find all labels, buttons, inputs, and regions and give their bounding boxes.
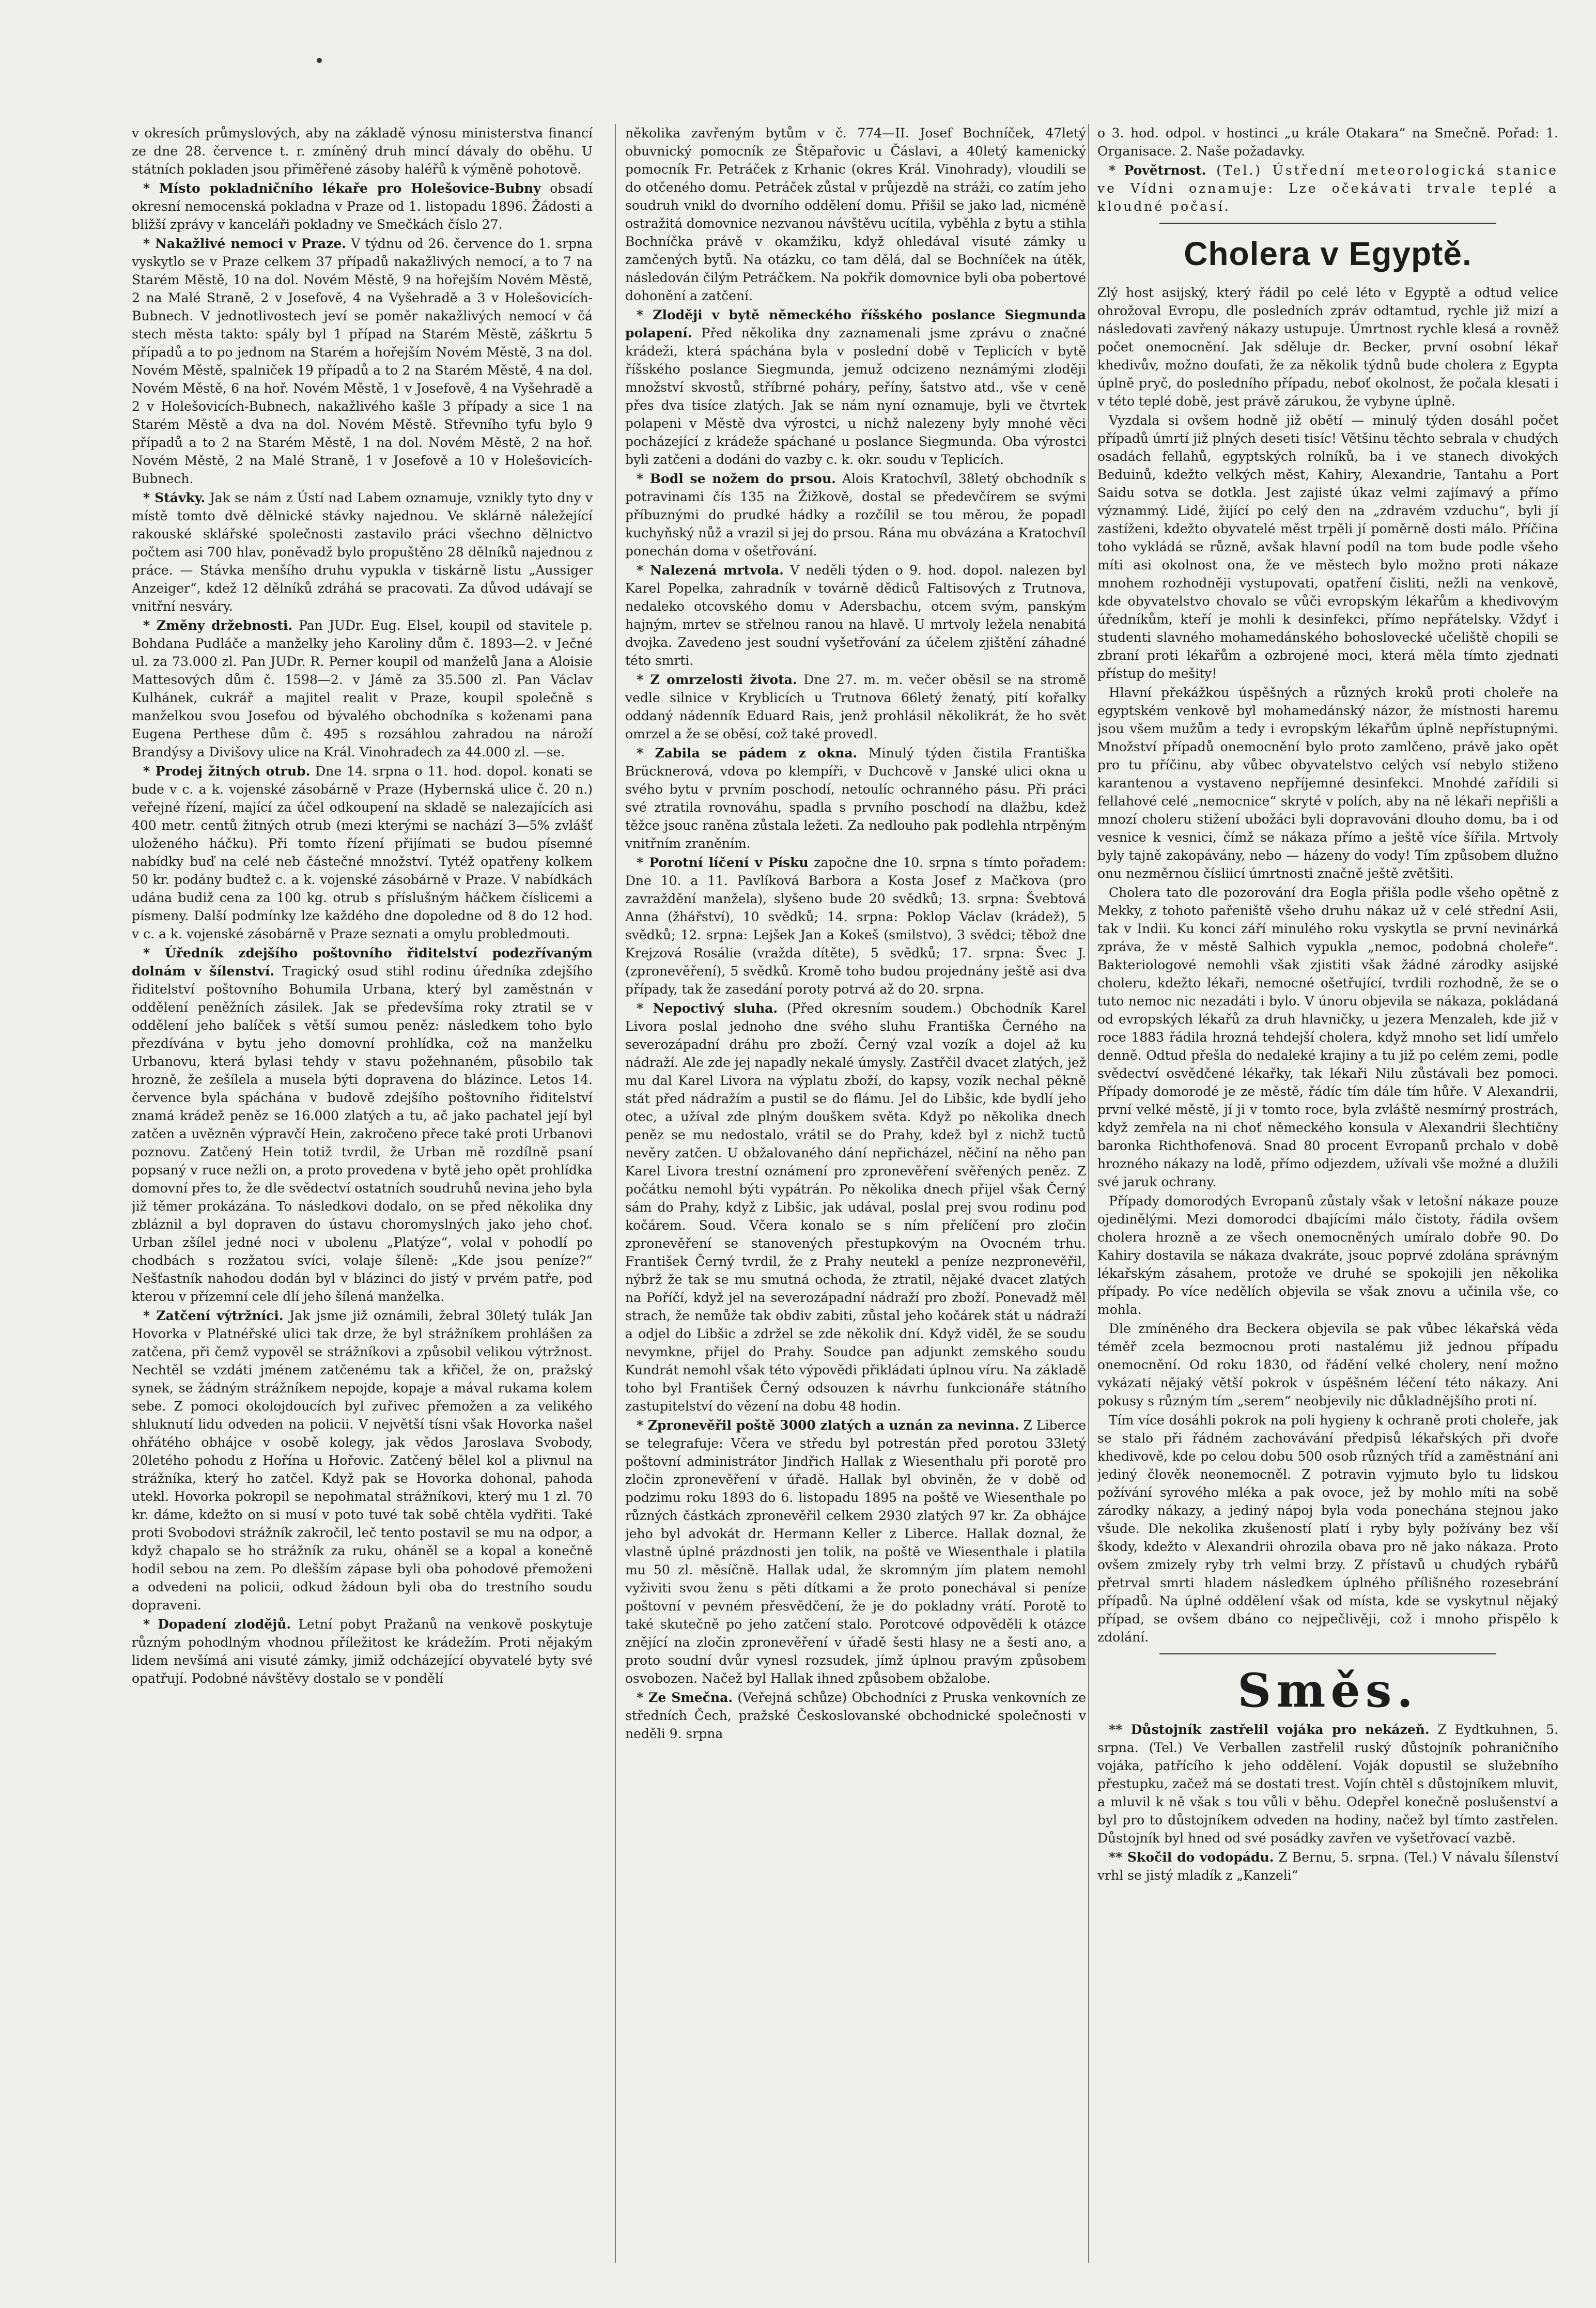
column-divider [615, 124, 616, 2263]
news-item: * Změny držebnosti. Pan JUDr. Eug. Elsel, koupil od stavitele p. Bohdana Pudláče a manželky jeho Karoliny dům č. 1893—2. v Ječné ul. za 73.000 zl. Pan JUDr. R. Perner koupil od manželů Jana a Aloisie Mattesových dům č. 1598—2. v Jámě za 35.500 zl. Pan Václav Kulhánek, cukrář a majitel realit v Praze, koupil společně s manželkou svou Josefou od bývalého obchodníka s koženami pana Eugena Perthese dům č. 495 s rozsáhlou zahradou na nároží Brandýsy a Divišovy ulice na Král. Vinohradech za 44.000 zl. —se. [132, 618, 593, 760]
news-item: * Dopadení zlodějů. Letní pobyt Pražanů na venkově poskytuje různým pohodlným vhodnou příležitost ke krádežím. Proti nějakým lidem nevšímá ani visuté zámky, jimiž odcházející obyvatelé byty své opatřují. Podobné návštěvy dostalo se v pondělí [132, 1617, 593, 1686]
news-item: * Nepoctivý sluha. (Před okresním soudem.) Obchodník Karel Livora poslal jednoho dne svého sluhu Františka Černého na severozápadní dráhu pro zboží. Černý vzal vozík a dojel až ku nádraží. Ale zde jej napadly nekalé úmysly. Zastřčil dvacet zlatých, jež mu dal Karel Livora na výplatu zboží, do kapsy, vozík nechal pěkně stát před nádražím a pustil se do flámu. Jel do Libšic, kde bydlí jeho otec, a užíval zde plným douškem světa. Když po několika dnech peněz se mu nedostalo, vrátil se do Prahy, kdež byl z nichž tuctů nevěry zatčen. U obžalovaného dání nepřicházel, něčiní na něho pan Karel Livora trestní oznámení pro zpronevěření svěřených peněz. Z počátku nemohl býti vypátrán. Po několika dnech přijel však Černý sám do Prahy, když z Libšic, jak udával, poslal prej svou rodinu pod kočárem. Soud. Včera konalo se s ním přelíčení pro zločin zpronevěření se stanovených přestupkovým na Ovocném trhu. František Černý tvrdil, že z Prahy neutekl a peníze nezpronevěřil, nýbrž že tak se mu smutná ochoda, že ztratil, nějaké dvacet zlatých na Poříčí, když jel na severozápadní nádraží pro zboží. Ponevadž měl strach, že nemůže tak obdiv zabiti, zůstal jeho kočárek stát u nádraží a odjel do Libšic a zdržel se zde několik dní. Když viděl, že se soudu nevymkne, přijel do Prahy. Soudce pan adjunkt zemského soudu Kundrát nemohl však této výpovědi přikládati úplnou víru. Na základě toho byl František Černý odsouzen k návrhu funkcionáře státního zastupitelství do vězení na dobu 48 hodin. [625, 1001, 1086, 1414]
article-paragraph: Zlý host asijský, který řádil po celé léto v Egyptě a odtud velice ohrožoval Evropu, dle posledních zpráv odtamtud, rychle již mizí a následovati zavřený nákazy ustupuje. Úmrtnost rychle klesá a rovněž počet onemocnění. Jak sděluje dr. Becker, první osobní lékař khedivův, možno doufati, že za několik týdnů bude cholera z Egypta úplně pryč, do posledního případu, neboť okolnost, že počala klesati i v této teplé době, jest právě zárukou, že vybyne úplně. [1097, 285, 1558, 409]
news-item: * Zloději v bytě německého říšského poslance Siegmunda polapení. Před několika dny zaznamenali jsme zprávu o značné krádeži, která spáchána byla v poslední době v Teplicích v bytě říšského poslance Siegmunda, jemuž odcizeno neznámými zloději množství skvostů, stříbrné poháry, peříny, šatstvo atd., vše v ceně přes dva tisíce zlatých. Jak se nám nyní oznamuje, byli ve čtvrtek polapeni v Městě dva výrostci, u nichž nalezeny byly mnohé věci pocházející z krádeže spáchané u poslance Siegmunda. Oba výrostci byli zatčeni a dodáni do vazby c. k. okr. soudu v Teplicích. [625, 307, 1086, 467]
news-item: * Bodl se nožem do prsou. Alois Kratochvíl, 38letý obchodník s potravinami čís 135 na Žižkově, dostal se předevčírem se svými příbuznými do prudké hádky a rozčílil se tou měrou, že popadl kuchyňský nůž a vrazil si jej do prsou. Rána mu obvázána a Kratochvíl ponechán doma v ošetřování. [625, 471, 1086, 559]
news-item: v okresích průmyslových, aby na základě výnosu ministerstva financí ze dne 28. července t. r. zmíněný druh mincí dávaly do oběhu. U státních pokladen jsou přiměřené zásoby haléřů k výměně pohotově. [132, 126, 593, 177]
section-heading: Směs. [1237, 1663, 1418, 1718]
news-item: o 3. hod. odpol. v hostinci „u krále Otakara“ na Smečně. Pořad: 1. Organisace. 2. Naše požadavky. [1097, 126, 1558, 159]
section-divider [1159, 223, 1496, 224]
article-paragraph: Vyzdala si ovšem hodně již obětí — minulý týden dosáhl počet případů úmrtí již plných deseti tisíc! Většinu těchto sebrala v chudých osadách fellahů, egyptských rolníků, ba i ve stanech divokých Beduinů, kdežto velkých měst, Kahiry, Alexandrie, Tantahu a Port Saidu sotva se dotkla. Jest zajisté úkaz velmi zajímavý a přímo význammý. Lidé, žijící po celý den na „zdravém vzduchu“, byli jí zastíženi, kdežto obyvatelé měst trpěli jí poměrně dosti málo. Příčina toho vykládá se různě, avšak hlavní podíl na tom bude podle všeho míti asi okolnost ona, že ve městech bylo možno proti nákaze mnohem rozhodněji vystupovati, opatření čisliti, nežli na venkově, kde obyvatelstvo chovalo se vůči evropským lékařům a khedivovým úředníkům, kteří je mohli k desinfekci, přímo nepřátelsky. Vždyť i studenti slavného mohamedánského bohoslovecké učeliště chopili se zbraní proti lékařům a ozbrojené moci, která měla tímto zjednati přístup do mešity! [1097, 413, 1558, 681]
article-paragraph: Cholera tato dle pozorování dra Eogla přišla podle všeho opětně z Mekky, z tohoto pařeniště všeho druhu nákaz už v celé střední Asii, tak v Indii. Ku konci září minulého roku vyskytla se první nevinárká zpráva, že v městě Salhich vypukla „nemoc, podobná choleře“. Bakteriologové nemohli však zjistiti však žádné zárodky asijské choleru, kdežto lékaři, nemocné ošetřující, tvrdili rozhodně, že se o tuto nemoc nic nezadáti i bylo. V únoru objevila se nákaza, pokládaná od evropských lékařů za druh hlavničky, u jezera Menzaleh, kde již v roce 1883 řádila hrozná tehdejší cholera, když mnoho set lidí umřelo denně. Odtud přešla do nedaleké krajiny a tu již po celém zemi, podle svědectví osvědčené lékařky, tak lékaři Nilu zůstávali bez pomoci. Případy domorodé je ze městě, řádíc tím dále tím hůře. V Alexandrii, první velké městě, jí ji v tomto roce, byla zvláště nesmírný prostrách, když zemřela na ni choť německého konsula v Alexandrii šlechtičny baronka Richthofenová. Snad 80 procent Evropanů prchalo v době hrozného nákazy na lodě, přímo odjezdem, užívali vše možné a dlužili své jaruk ochrany. [1097, 885, 1558, 1189]
column-2 [625, 124, 1086, 2263]
scan-speck [317, 58, 322, 63]
column-3 [1097, 124, 1558, 2263]
article-paragraph: Hlavní překážkou úspěšných a různých kroků proti choleře na egyptském venkově byl mohamedánský názor, že místnosti haremu jsou všem mužům a tedy i evropským lékařům úplně nepřístupnými. Množství případů onemocnění bylo proto zamlčeno, právě jako opět pro tu příčinu, aby vůbec obyvatelstvo celých vsí nebylo stiženo karantenou a vystaveno nepříjemné desinfekci. Mnohdé zařídili si fellahové celé „nemocnice“ skryté v polích, aby na ně lékaři nepřišli a mnozí choleru stižení ubožáci byli dopravováni dlouho domu, ba i od vesnice k vesnici, čímž se nákaza přímo a ještě více šířila. Mrtvoly byly tajně zakopávány, nebo — házeny do vody! Tím způsobem dlužno onu nezměrnou čísliicí úmrtnosti značně ještě zvětšiti. [1097, 685, 1558, 881]
news-item: ** Skočil do vodopádu. Z Bernu, 5. srpna. (Tel.) V návalu šílenství vrhl se jistý mladík z „Kanzeli“ [1097, 1850, 1558, 1883]
column-divider [1088, 124, 1089, 2263]
article-paragraph: Případy domorodých Evropanů zůstaly však v letošní nákaze pouze ojedinělými. Mezi domorodci dbajícími málo čistoty, řádila ovšem cholera hrozně a ze všech onemocněných umíralo dobře 90. Do Kahiry dostavila se nákaza dvakráte, jsouc poprvé zdolána správným lékařským zásahem, protože ve druhé se spokojili jen několika případy. Po více nedělích objevila se však znovu a učinila vše, co mohla. [1097, 1194, 1558, 1317]
section-divider [1159, 1653, 1496, 1654]
news-item: * Úředník zdejšího poštovního řiditelství podezřívaným dolnám v šílenství. Tragický osud stihl rodinu úředníka zdejšího řiditelství poštovního Bohumila Urbana, který byl zaměstnán v oddělení peněžních zásilek. Jak se předevšíma roky ztratil se v oddělení jeho balíček s větší sumou peněz: následkem toho bylo přezdívána v bytu jeho domovní prohlídka, což na manželku Urbanovu, která bylasi tehdy v stavu požehnaném, působilo tak hrozně, že zešílela a musela býti dopravena do blázince. Letos 14. července byla spáchána v budově zdejšího poštovního řiditelství znamá krádež peněz se 16.000 zlatých a tu, ač jako pachatel její byl zatčen a uvězněn výpravčí Hein, zakročeno přece také proti Urbanovi poznovu. Zatčený Hein totiž tvrdil, že Urban mě rozdílně psaní popsaný v ruce nežli on, a proto provedena v bytě jeho opět prohlídka domovní přes to, že dle svědectví ostatních soudruhů nevina jeho byla již těmer prokázána. To následkovi dodalo, on se před několika dny zbláznil a byl dopraven do ústavu choromyslných jako jeho choť. Urban zšílel jedné noci v ubolenu „Platýze“, volal v pohodlí po chodbách s rozžatou svíci, volaje šíleně: „Kde jsou peníze?“ Nešťastník nahodou dodán byl v blázinci do jistý v prvém patře, pod kterou v přízemní cele dlí jeho šílená manželka. [132, 946, 593, 1304]
column-1 [132, 124, 593, 2263]
news-item: * Místo pokladničního lékaře pro Holešovice-Bubny obsadí okresní nemocenská pokladna v Praze od 1. listopadu 1896. Žádosti a bližší zprávy v kanceláři pokladny ve Smečkách číslo 27. [132, 181, 593, 232]
news-item: * Nalezená mrtvola. V neděli týden o 9. hod. dopol. nalezen byl Karel Popelka, zahradník v továrně dědiců Faltisových z Trutnova, nedaleko otcovského domu v Adersbachu, otcem svým, panským hajným, mrtev se střelnou ranou na hlavě. U mrtvoly ležela nenabitá dvojka. Zavedeno jest soudní vyšetřování za účelem zjištění záhadné této smrti. [625, 563, 1086, 668]
news-item: ** Důstojník zastřelil vojáka pro nekázeň. Z Eydtkuhnen, 5. srpna. (Tel.) Ve Verballen zastřelil ruský důstojník pohraničního vojáka, patřícího k jeho oddělení. Voják dopustil se služebního přestupku, začež má se dostati trest. Vojín chtěl s důstojníkem mluvit, a mluvil k ně však s tou vůli v běhu. Odepřel konečně poslušenství a byl pro to důstojníkem odveden na hodiny, načež byl tímto zastřelen. Důstojník byl hned od své posádky zavřen ve vyšetřovací vazbě. [1097, 1722, 1558, 1846]
news-item: * Nakažlivé nemoci v Praze. V týdnu od 26. července do 1. srpna vyskytlo se v Praze celkem 37 případů nakažlivých nemocí, a to 7 na Starém Městě, 10 na dol. Novém Městě, 9 na hořejším Novém Městě, 2 na Malé Straně, 2 v Josefově, 4 na Vyšehradě a 3 v Holešovicích-Bubnech. V jednotlivostech jeví se poměr nakažlivých nemocí v čá stech města takto: spály byl 1 případ na Starém Městě, záškrtu 5 případů a to po jednom na Starém a hořejším Novém Městě, 3 na dol. Novém Městě, spalniček 19 případů a to 2 na Starém Městě, 4 na dol. Novém Městě, 6 na hoř. Novém Městě, 1 v Josefově, 4 na Vyšehradě a 2 v Holešovicích-Bubnech, nakažlivého kašle 3 případy a sice 1 na Starém Městě a dva na dol. Novém Městě. Střevního tyfu bylo 9 případů a to 2 na Starém Městě, 1 na dol. Novém Městě, 2 na hoř. Novém Městě, 2 na Malé Straně, 1 v Josefově a 10 v Holešovicích-Bubnech. [132, 236, 593, 486]
news-item: * Zpronevěřil poště 3000 zlatých a uznán za nevinna. Z Liberce se telegrafuje: Včera ve středu byl potrestán před porotou 33letý poštovní administrátor Jindřich Hallak z Wiesenthalu při porotě pro zločin zpronevěření v úřadě. Hallak byl obviněn, že v době od podzimu roku 1893 do 6. listopadu 1895 na poště ve Wiesenthale po různých částkách zpronevěřil celkem 2930 zlatých 97 kr. Za obhájce jeho byl advokát dr. Hermann Keller z Liberce. Hallak doznal, že vlastně úplné prázdnosti jen tolik, na poště ve Wiesenthale i platila mu 50 zl. měsíčně. Hallak udal, že skromným jím platem nemohl vyživiti svou ženu s pěti dítkami a že proto ponechával si peníze poštovní v pevném přesvědčení, že je do pokladny vrátí. Porotě to také skutečně po jeho zatčení stalo. Porotcové odpověděli k otázce znějící na zločin zpronevěření v úřadě šesti hlasy ne a šesti ano, a proto soudní dvůr vynesl rozsudek, jímž úplnou pravým způsobem osvobozen. Načež byl Hallak ihned způsobem obžalobe. [625, 1418, 1086, 1686]
news-item: * Prodej žitných otrub. Dne 14. srpna o 11. hod. dopol. konati se bude v c. a k. vojenské zásobárně v Praze (Hybernská ulice č. 20 n.) veřejné řízení, mající za účel odkoupení na skladě se nalezajících asi 400 metr. centů žitných otrub (mezi kterými se nachází 3—5% zvlášť uloženého háčku). Při tomto řízení přijímati se budou písemné nabídky buď na celé neb částečné množství. Tytéž opatřeny kolkem 50 kr. podány budtež c. a k. vojenské zásobárně v Praze. V nabídkách udána budiž cena za 100 kg. otrub s příslušným háčkem číslicemi a písmeny. Další podmínky lze každého dne dopoledne od 8 do 12 hod. v c. a k. vojenské zásobárně v Praze seznati a omylu probledmouti. [132, 764, 593, 941]
news-item: * Ze Smečna. (Veřejná schůze) Obchodníci z Pruska venkovních ze středních Čech, pražské Českoslovanské obchodnické společnosti v neděli 9. srpna [625, 1690, 1086, 1741]
news-item: * Povětrnost. (Tel.) Ústřední meteorologická stanice ve Vídni oznamuje: Lze očekávati trvale teplé a kloudné počasí. [1097, 163, 1558, 214]
news-item: * Stávky. Jak se nám z Ústí nad Labem oznamuje, vznikly tyto dny v místě tomto dvě dělnické stávky najednou. Ve sklárně náležející rakouské sklářské společnosti zastavilo práci všechno dělnictvo počtem asi 700 hlav, poněvadž bylo propuštěno 28 dělníků najednou z práce. — Stávka menšího druhu vypukla v tiskárně listu „Aussiger Anzeiger“, kdež 12 dělníků zdráhá se pracovati. Za důvod udávají se vnitřní nesváry. [132, 490, 593, 614]
article-heading: Cholera v Egyptě. [1184, 235, 1472, 272]
news-item: * Zabila se pádem z okna. Minulý týden čistila Františka Brücknerová, vdova po klempíři, v Duchcově v Janské ulici okna u svého bytu v prvním poschodí, netoulíc ochranného pásu. Při práci své ztratila rovnováhu, spadla s prvního poschodí na dlažbu, kdež těžce jsouc raněna zůstala ležeti. Za nedlouho pak podlehla ntrpěným vnitřním zraněním. [625, 746, 1086, 851]
news-item: * Zatčení výtržníci. Jak jsme již oznámili, žebral 30letý tulák Jan Hovorka v Platnéřské ulici tak drze, že byl strážníkem prohlášen za zatčena, při čemž vypověl se strážníkovi a způsobil velikou výtržnost. Nechtěl se vzdáti jménem zatčenému tak a křičel, že on, pražský synek, se žádným strážníkem nepojde, kopaje a mával rukama kolem sebe. Z pomoci okolojdoucích byl zuřivec přemožen a za velikého shluknutí lidu odveden na policii. V největší tísni však Hovorka našel ohřátého obhájce v osobě kolegy, jak vědos Jaroslava Svobody, 20letého pohodu z Hořína u Hořovic. Zatčený bělel kol a plivnul na strážníka, který ho zatčel. Když pak se Hovorka dohonal, pahoda utekl. Hovorka pokropil se nepohmatal strážníkovi, který mu 1 zl. 70 kr. dáme, kdežto on si musí v poto tuvé tak sobě chtěla vydřiti. Také proti Svobodovi strážník zakročil, leč tento postavil se mu na odpor, a když chapalo se ho strážník za ruku, oháněl se a kopal a konečně hodil sebou na zem. Po dlešším zápase byli oba pohodové přemoženi a odvedeni na policii, odkud žádoun byli oba do trestního soudu dopraveni. [132, 1308, 593, 1613]
article-paragraph: Tím více dosáhli pokrok na poli hygieny k ochraně proti choleře, jak se stalo při řádném zachovávání předpisů lékařských při dvoře khedivově, kde po celou dobu 500 osob různých tříd a zaměstnání ani jediný člověk neonemocněl. Z potravin vyjmuto bylo tu lidskou požívání syrového mléka a pak ovoce, jež by mohlo míti na sobě zárodky nákazy, a jediný nápoj byla voda ponechána stejnou jako všude. Dle nekolika zkušeností platí i ryby byly požívány bez vší škody, kdežto v Alexandrii ohrozila obava pro ně jako nákaza. Proto ovšem zmizely ryby trh velmi brzy. Z přístavů u chudých rybářů přetrval smrti hladem následkem úplného přílišného rozesebrání případů. Na úplné oddělení však od místa, kde se vyskytnul nějaký případ, se ovšem dbáno co nejpečlivěji, což i mnoho přispělo k zdolání. [1097, 1413, 1558, 1645]
article-paragraph: Dle zmíněného dra Beckera objevila se pak vůbec lékařská věda téměř zcela bezmocnou proti nastalému již jednou případu onemocnění. Od roku 1830, od řádění velké cholery, není možno vykázati nějaký větší pokrok v úspěšném léčení této nákazy. Ani pokusy s různým tím „serem“ neobjevily nic důkladnějšího proti ní. [1097, 1321, 1558, 1408]
news-item: * Z omrzelosti života. Dne 27. m. m. večer oběsil se na stromě vedle silnice v Kryblicích u Trutnova 66letý ženatý, pití kořalky oddaný nádenník Eduard Rais, jenž prohlásil několikrát, že ho svět omrzel a že se oběsí, což také provedl. [625, 672, 1086, 741]
news-item: několika zavřeným bytům v č. 774—II. Josef Bochníček, 47letý obuvnický pomocník ze Štěpařovic u Čáslavi, a 40letý kamenický pomocník Fr. Petráček z Krhanic (okres Král. Vinohrady), vloudili se do otčeného domu. Petráček zůstal v průjezdě na stráži, co zatím jeho soudruh vnikl do dvorního oddělení domu. Přišil se jako lad, nicméně ostražitá domovnice nezvanou návštěvu ucítila, vyběhla z bytu a stihla Bochníčka právě v okamžiku, když ohledával visuté zámky u zamčených bytů. Na otázku, co tam dělá, dal se Bochníček na útěk, následován čilým Petráčkem. Na pokřik domovnice byli oba pobertové dohonění a zatčení. [625, 126, 1086, 303]
news-item: * Porotní líčení v Písku započne dne 10. srpna s tímto pořadem: Dne 10. a 11. Pavlíková Barbora a Kosta Josef z Mačkova (pro zavraždění manžela), slyšeno bude 20 svědků; 13. srpna: Švebtová Anna (žhářství), 10 svědků; 14. srpna: Poklop Václav (krádež), 5 svědků; 12. srpna: Lejšek Jan a Kokeš (smilstvo), 3 svědci; těbož dne Krejzová Rosálie (vražda dítěte), 5 svědků; 17. srpna: Švec J. (zpronevěření), 5 svědků. Kromě toho budou projednány ještě asi dva případy, tak že zasedání poroty potrvá až do 20. srpna. [625, 855, 1086, 997]
